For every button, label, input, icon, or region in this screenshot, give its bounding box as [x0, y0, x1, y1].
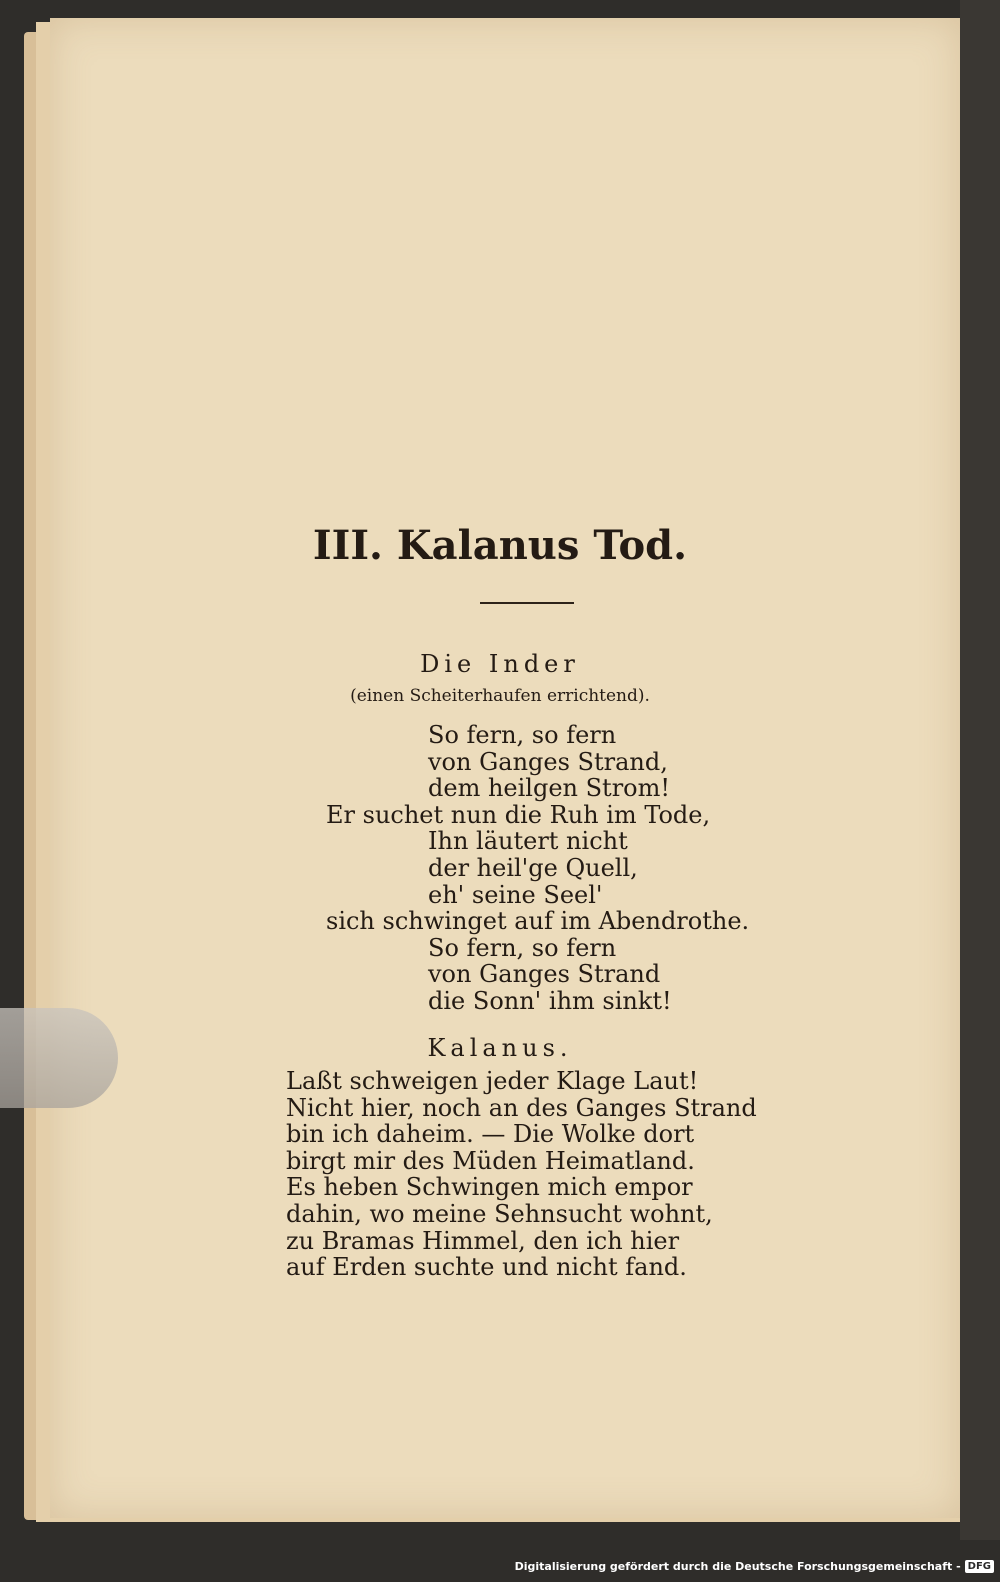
- verse-line: dem heilgen Strom!: [428, 774, 671, 803]
- dfg-logo: DFG: [965, 1560, 994, 1573]
- speaker-kalanus: Kalanus.: [427, 1034, 573, 1062]
- verse-line: Es heben Schwingen mich empor: [286, 1173, 693, 1202]
- speaker-inder: Die Inder: [420, 650, 580, 678]
- kalanus-verse: [286, 1068, 757, 1281]
- verse-line: So fern, so fern: [428, 933, 617, 962]
- stage-direction: (einen Scheiterhaufen errichtend).: [350, 686, 650, 706]
- verse-line: birgt mir des Müden Heimatland.: [286, 1146, 695, 1175]
- scan-background-strip: [960, 0, 1000, 1540]
- verse-line: So fern, so fern: [428, 721, 617, 749]
- verse-line: Ihn läutert nicht: [428, 827, 628, 856]
- verse-line: Laßt schweigen jeder Klage Laut!: [286, 1067, 699, 1095]
- verse-line: Nicht hier, noch an des Ganges Strand: [286, 1093, 757, 1122]
- verse-line: der heil'ge Quell,: [428, 853, 638, 882]
- verse-line: die Sonn' ihm sinkt!: [428, 986, 672, 1015]
- verse-line: von Ganges Strand: [428, 960, 661, 989]
- verse-line: bin ich daheim. — Die Wolke dort: [286, 1120, 695, 1149]
- digitization-credit: [515, 1556, 994, 1576]
- verse-line: Er suchet nun die Ruh im Tode,: [326, 800, 711, 829]
- verse-line: eh' seine Seel': [428, 880, 603, 909]
- verse-line: von Ganges Strand,: [428, 747, 668, 776]
- verse-line: auf Erden suchte und nicht fand.: [286, 1253, 687, 1282]
- page-title: III. Kalanus Tod.: [312, 522, 688, 569]
- credit-text: Digitalisierung gefördert durch die Deutsche Forschungsgemeinschaft -: [514, 1559, 961, 1573]
- verse-line: sich schwinget auf im Abendrothe.: [326, 907, 750, 936]
- inder-verse: [0, 722, 749, 1015]
- verse-line: zu Bramas Himmel, den ich hier: [286, 1226, 680, 1255]
- title-divider: [480, 602, 574, 604]
- verse-line: dahin, wo meine Sehnsucht wohnt,: [286, 1199, 713, 1228]
